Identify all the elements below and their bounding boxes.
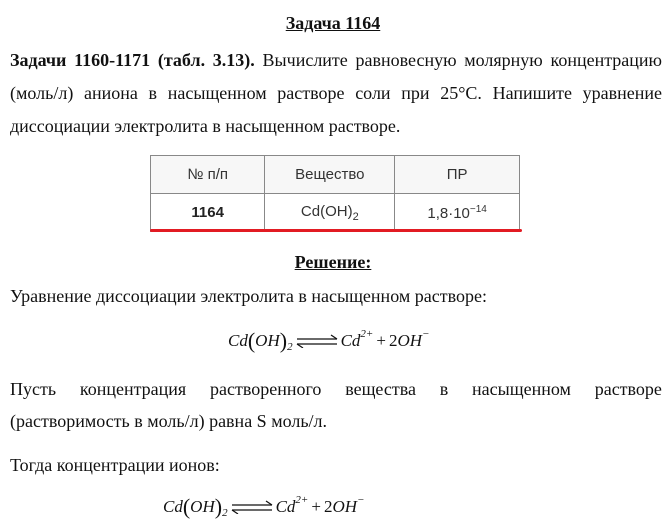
paragraph-assume-line2: (растворимость в моль/л) равна S моль/л. bbox=[10, 411, 328, 431]
col-header-pr: ПР bbox=[395, 156, 520, 194]
col-header-number: № п/п bbox=[151, 156, 265, 194]
equation-dissociation: Cd ( OH ) 2 Cd 2+ + 2 OH − bbox=[228, 328, 430, 353]
task-text: Вычислите равновесную молярную концентрацию (моль/л) аниона в насыщенном растворе соли при 25°С. Напишите уравнение диссоциации электролита в насыщенном растворе. bbox=[10, 50, 662, 136]
table-header-row bbox=[151, 156, 520, 194]
red-underline bbox=[150, 229, 522, 232]
equation-concentrations: Cd ( OH ) 2 Cd 2+ + 2 OH − bbox=[163, 494, 365, 519]
paragraph-dissociation: Уравнение диссоциации электролита в насыщенном растворе: bbox=[10, 286, 487, 306]
cell-number: 1164 bbox=[151, 194, 265, 232]
col-header-substance: Вещество bbox=[265, 156, 395, 194]
paragraph-ion-concentrations: Тогда концентрации ионов: bbox=[10, 455, 220, 475]
table-row bbox=[151, 194, 520, 232]
cell-substance: $Cd(OH)_2$ bbox=[265, 194, 395, 232]
paragraph-assume-line1: Пусть концентрация растворенного вещества в насыщенном растворе bbox=[10, 379, 662, 399]
equilibrium-arrow-icon bbox=[295, 334, 339, 348]
page-title: Задача 1164 bbox=[285, 13, 381, 33]
task-lead: Задачи 1160-1171 (табл. 3.13). bbox=[10, 50, 255, 70]
cell-pr: $1,8\cdot 10^{-14}$ bbox=[395, 194, 520, 232]
solution-heading: Решение: bbox=[294, 252, 372, 272]
data-table bbox=[150, 155, 520, 232]
task-statement bbox=[10, 44, 662, 143]
